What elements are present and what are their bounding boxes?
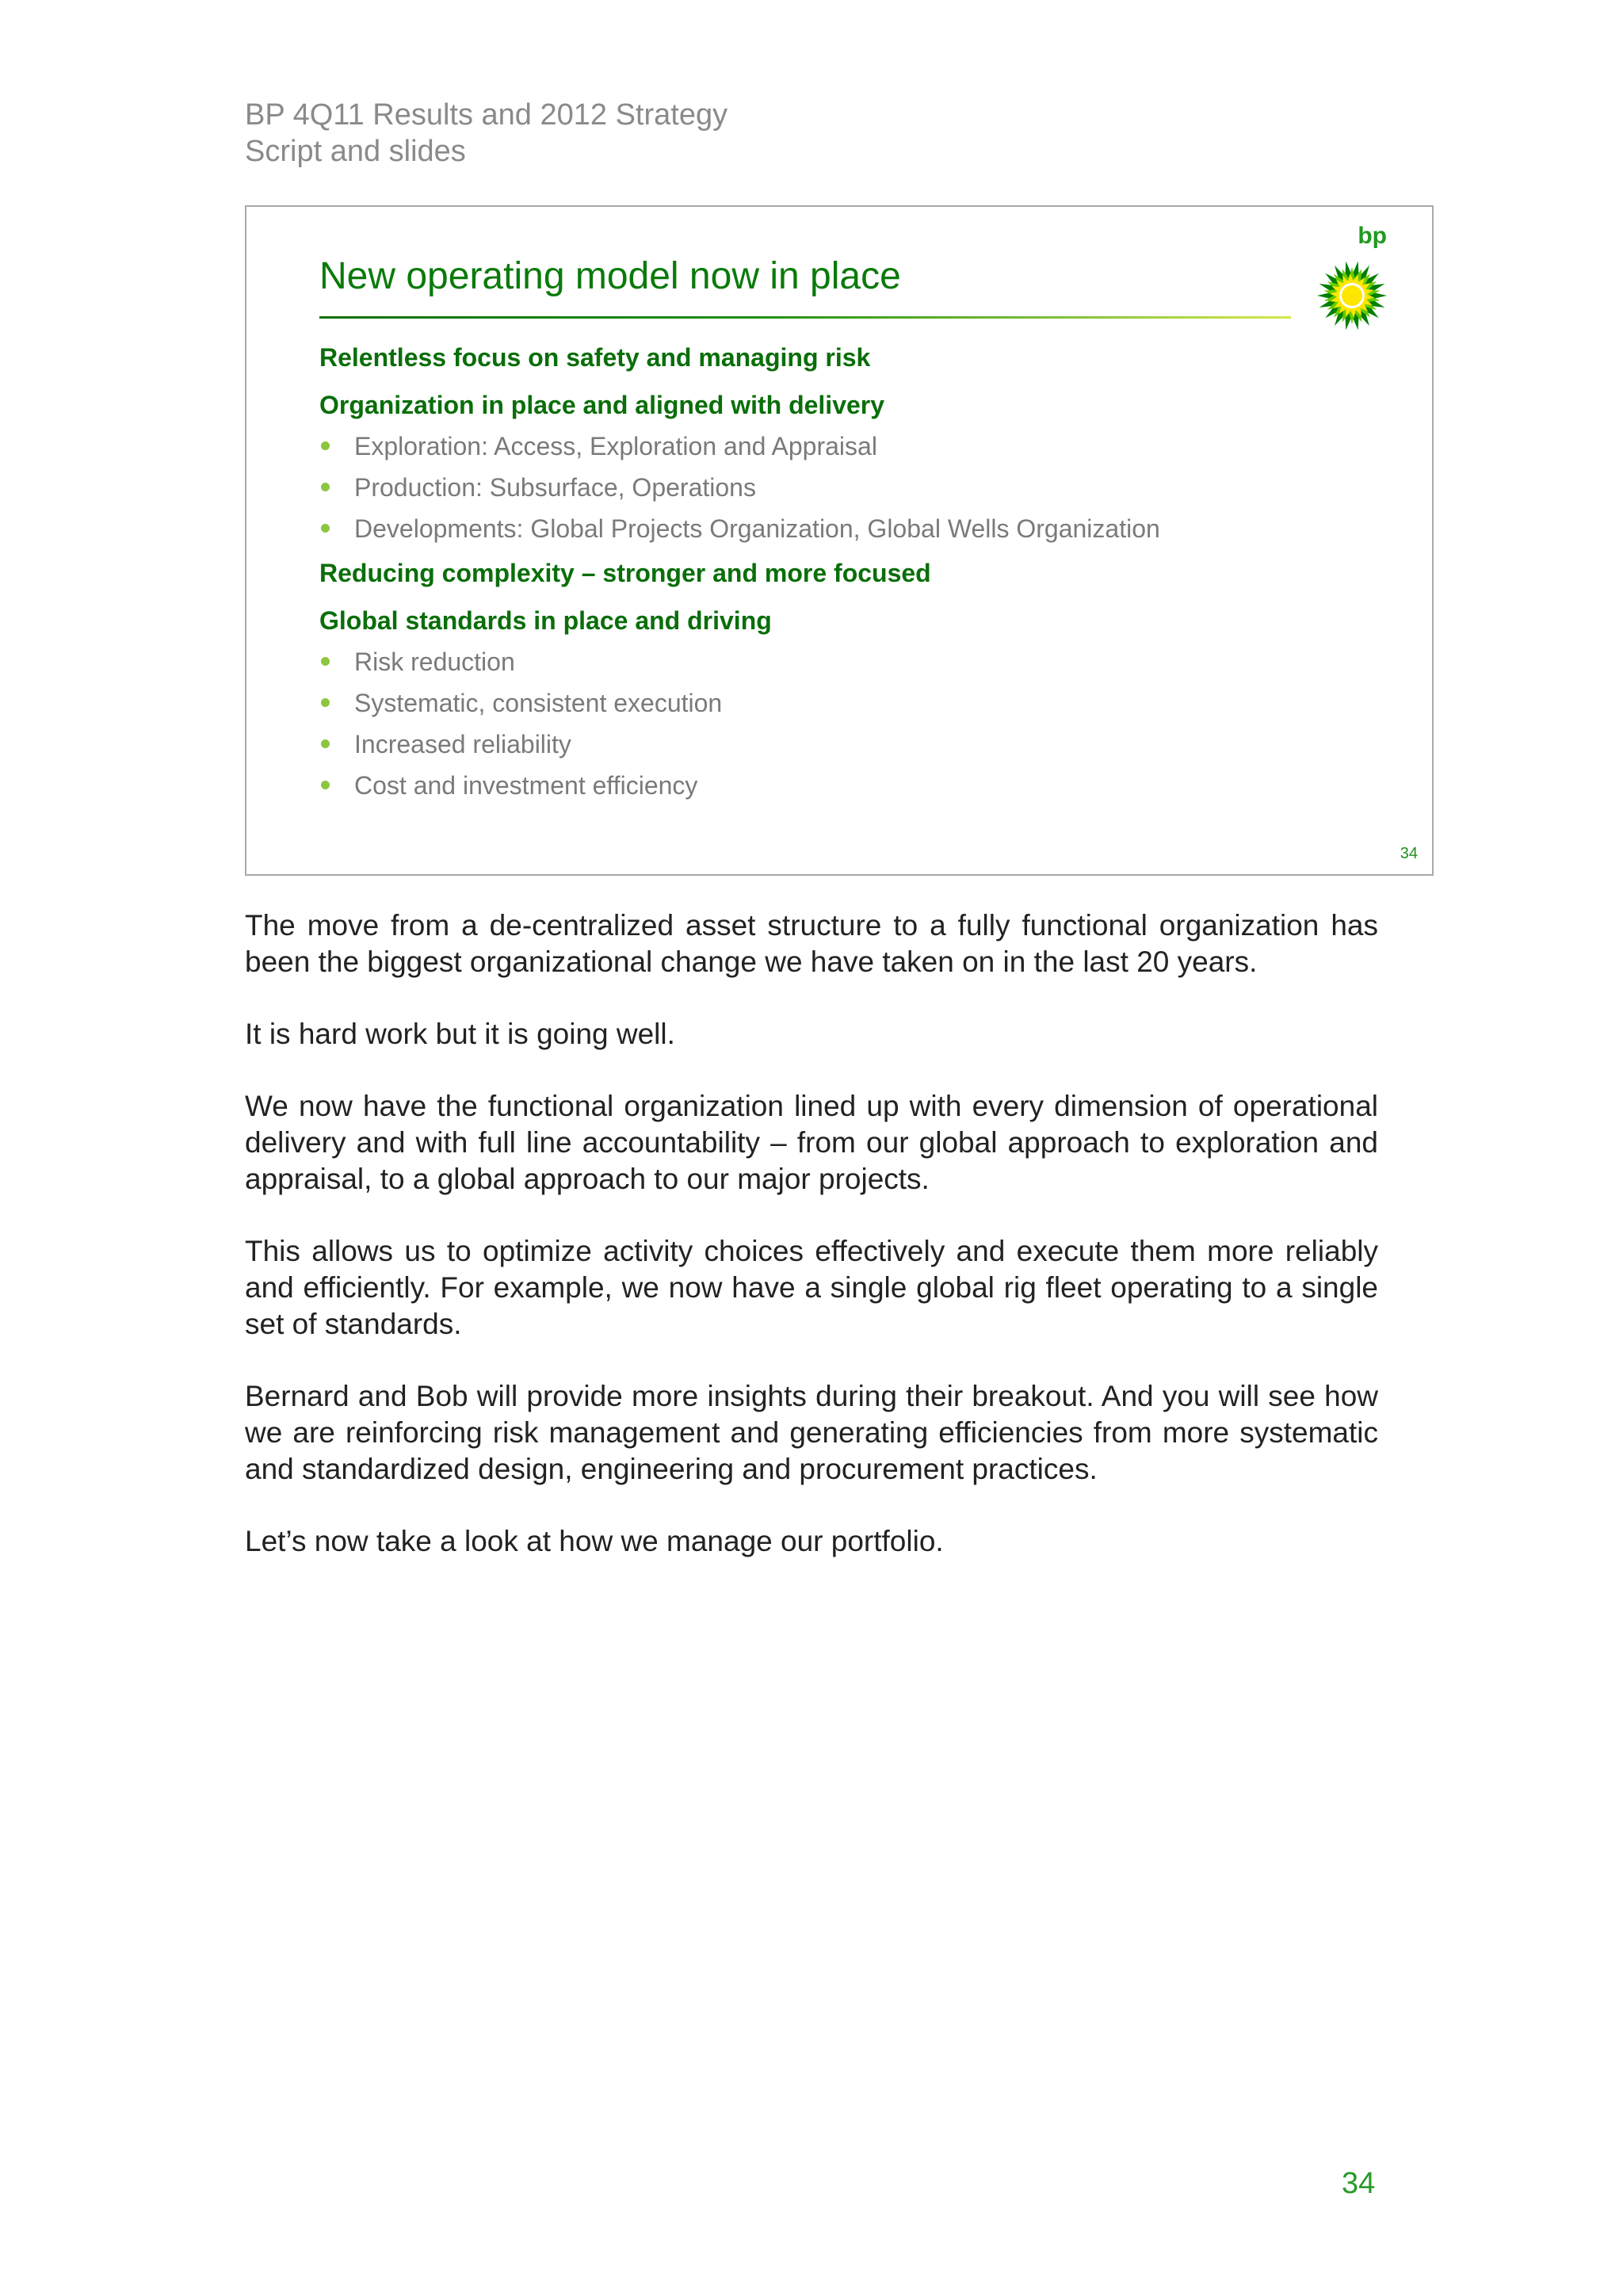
list-item: Developments: Global Projects Organization, Global Wells Organization bbox=[319, 508, 1384, 549]
document-header bbox=[245, 97, 727, 170]
list-item: Exploration: Access, Exploration and Appraisal bbox=[319, 426, 1384, 467]
bullet-icon bbox=[321, 698, 330, 707]
bullet-icon bbox=[321, 781, 330, 789]
script-paragraph: It is hard work but it is going well. bbox=[245, 1018, 675, 1050]
bullet-icon bbox=[321, 739, 330, 748]
section-heading-standards: Global standards in place and driving bbox=[319, 606, 772, 635]
section-heading-complexity: Reducing complexity – stronger and more focused bbox=[319, 559, 931, 587]
bullet-icon bbox=[321, 441, 330, 450]
document-subtitle: Script and slides bbox=[245, 135, 466, 168]
list-item: Systematic, consistent execution bbox=[319, 682, 1384, 724]
bullet-icon bbox=[321, 524, 330, 533]
title-underline bbox=[319, 316, 1291, 319]
bullet-icon bbox=[321, 657, 330, 666]
script-text bbox=[245, 907, 1378, 1595]
section-heading-safety: Relentless focus on safety and managing risk bbox=[319, 343, 871, 372]
bullet-list-standards bbox=[319, 641, 1384, 806]
list-item: Increased reliability bbox=[319, 724, 1384, 765]
slide-body bbox=[319, 342, 1384, 806]
bp-helios-icon bbox=[1316, 259, 1388, 332]
section-heading-organization: Organization in place and aligned with delivery bbox=[319, 391, 885, 419]
list-item: Production: Subsurface, Operations bbox=[319, 467, 1384, 508]
bp-logo bbox=[1308, 223, 1395, 326]
slide-panel bbox=[245, 205, 1434, 876]
script-paragraph: This allows us to optimize activity choices effectively and execute them more reliably and efficiently. For example, we now have a single global rig fleet operating to a single set of standards. bbox=[245, 1235, 1378, 1340]
slide-title: New operating model now in place bbox=[319, 255, 901, 297]
bp-logo-text: bp bbox=[1358, 223, 1387, 249]
document-title: BP 4Q11 Results and 2012 Strategy bbox=[245, 98, 728, 132]
list-item: Cost and investment efficiency bbox=[319, 765, 1384, 806]
bullet-list-organization bbox=[319, 426, 1384, 549]
script-paragraph: The move from a de-centralized asset structure to a fully functional organization has been the biggest organizational change we have taken on in the last 20 years. bbox=[245, 909, 1378, 978]
bullet-icon bbox=[321, 483, 330, 491]
slide-number: 34 bbox=[1400, 845, 1418, 862]
list-item: Risk reduction bbox=[319, 641, 1384, 682]
script-paragraph: Let’s now take a look at how we manage our portfolio. bbox=[245, 1525, 944, 1557]
script-paragraph: We now have the functional organization lined up with every dimension of operational delivery and with full line accountability – from our global approach to exploration and appraisal, to a global approach to our major projects. bbox=[245, 1090, 1378, 1195]
script-paragraph: Bernard and Bob will provide more insights during their breakout. And you will see how we are reinforcing risk management and generating efficiencies from more systematic and standardized design, engineering and procurement practices. bbox=[245, 1380, 1378, 1485]
page-number: 34 bbox=[1342, 2167, 1376, 2200]
